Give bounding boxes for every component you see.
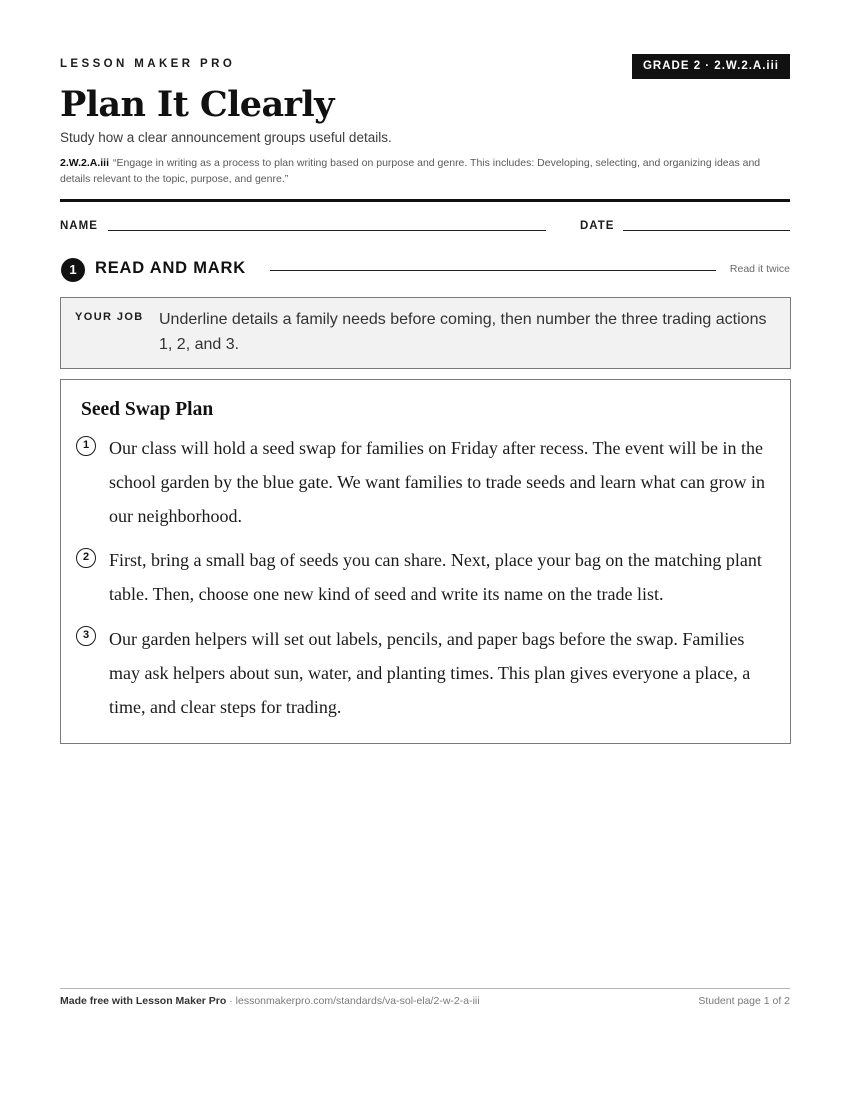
standard-code: 2.W.2.A.iii — [60, 157, 110, 169]
passage-paragraph[interactable]: Our garden helpers will set out labels, pencils, and paper bags before the swap. Families may ask helpers about sun, water, and planting times. This plan gives everyone a place, a time, and clear steps for trading. — [109, 629, 751, 717]
passage-paragraph[interactable]: Our class will hold a seed swap for families on Friday after recess. The event will be in the school garden by the blue gate. We want families to trade seeds and learn what can grow in our neighborhood. — [109, 438, 765, 526]
name-label: NAME — [60, 220, 98, 232]
instruction-box — [60, 297, 791, 369]
grade-badge: GRADE 2 · 2.W.2.A.iii — [632, 54, 790, 79]
footer-made-with: Made free with Lesson Maker Pro — [60, 995, 227, 1007]
standard-text: “Engage in writing as a process to plan writing based on purpose and genre. This includes: Developing, selecting, and organizing ideas and details relevant to the topic, purpose, and genre.” — [60, 157, 761, 185]
footer-divider — [60, 988, 790, 989]
brand-name: LESSON MAKER PRO — [60, 58, 236, 70]
passage-paragraph[interactable]: First, bring a small bag of seeds you can share. Next, place your bag on the matching plant table. Then, choose one new kind of seed and write its name on the trade list. — [109, 550, 762, 604]
section-note: Read it twice — [729, 263, 790, 275]
standard-description — [60, 155, 790, 187]
date-label: DATE — [580, 220, 615, 232]
date-field[interactable] — [623, 230, 790, 231]
paragraph-number-badge: 1 — [76, 436, 96, 456]
page-title: Plan It Clearly — [60, 84, 334, 125]
page-indicator: Student page 1 of 2 — [698, 995, 790, 1007]
footer-url[interactable]: · lessonmakerpro.com/standards/va-sol-ela/2-w-2-a-iii — [226, 995, 480, 1007]
instruction-text: Underline details a family needs before coming, then number the three trading actions 1, 2, and 3. — [159, 311, 767, 353]
name-field[interactable] — [108, 230, 546, 231]
section-title: READ AND MARK — [95, 259, 246, 277]
page-subtitle: Study how a clear announcement groups useful details. — [60, 130, 392, 145]
paragraph-number-badge: 2 — [76, 548, 96, 568]
passage-title: Seed Swap Plan — [81, 399, 214, 420]
footer-credit — [60, 995, 480, 1007]
reading-passage — [60, 379, 791, 744]
paragraph-number-badge: 3 — [76, 626, 96, 646]
section-divider — [270, 270, 716, 271]
section-number-badge: 1 — [61, 258, 85, 282]
instruction-label: YOUR JOB — [75, 311, 144, 323]
header-divider — [60, 199, 790, 202]
